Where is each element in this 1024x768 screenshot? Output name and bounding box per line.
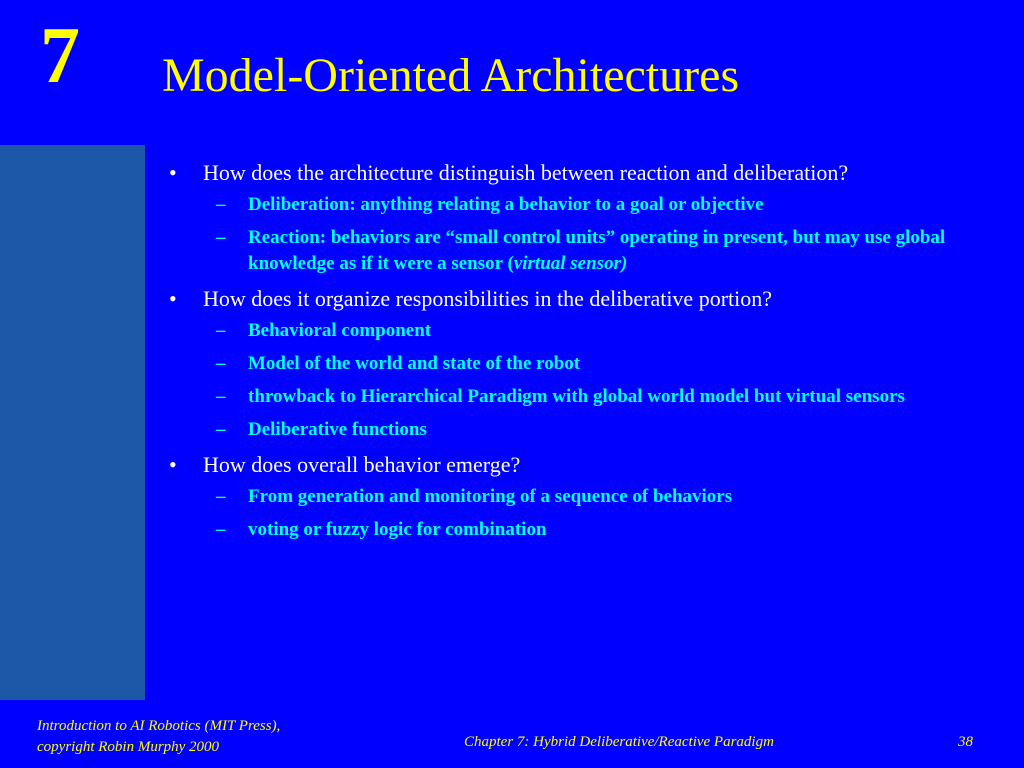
sub-bullet-mark: – [216,486,226,507]
sub-bullet-list [158,318,958,443]
sub-bullet-italic-text: virtual sensor) [513,253,628,274]
sub-bullet-text: throwback to Hierarchical Paradigm with global world model but virtual sensors [248,386,905,407]
slide-title: Model-Oriented Architectures [162,49,740,102]
chapter-number: 7 [40,12,80,100]
page-number: 38 [958,734,973,750]
bullet-mark: • [169,286,177,311]
sub-bullet-item [158,484,958,510]
sub-bullet-item [158,384,958,410]
sub-bullet-text: Model of the world and state of the robot [248,353,581,374]
footer-source [37,716,280,758]
sub-bullet-item [158,225,958,277]
sub-bullet-text: Behavioral component [248,320,432,341]
sub-bullet-item [158,517,958,543]
sub-bullet-item [158,351,958,377]
sub-bullet-mark: – [216,419,226,440]
bullet-mark: • [169,452,177,477]
bullet-text: How does it organize responsibilities in the deliberative portion? [203,286,773,311]
bullet-text: How does overall behavior emerge? [203,452,521,477]
sub-bullet-text: From generation and monitoring of a sequence of behaviors [248,486,733,507]
footer-source-line1: Introduction to AI Robotics (MIT Press), [37,718,281,734]
sub-bullet-text: Reaction: behaviors are “small control units” operating in present, but may use global knowledge as if it were a sensor ( [248,227,946,274]
sub-bullet-list [158,484,958,543]
sub-bullet-item [158,417,958,443]
bullet-mark: • [169,160,177,185]
bullet-list [158,158,958,550]
sub-bullet-text: Deliberative functions [248,419,427,440]
footer-source-line2: copyright Robin Murphy 2000 [37,739,220,755]
sub-bullet-mark: – [216,519,226,540]
sub-bullet-mark: – [216,353,226,374]
sub-bullet-item [158,192,958,218]
sub-bullet-text: Deliberation: anything relating a behavior to a goal or objective [248,194,764,215]
bullet-item [158,158,958,187]
sub-bullet-mark: – [216,194,226,215]
bullet-item [158,284,958,313]
sub-bullet-mark: – [216,320,226,341]
bullet-item [158,450,958,479]
sub-bullet-mark: – [216,386,226,407]
footer-chapter: Chapter 7: Hybrid Deliberative/Reactive Paradigm [464,734,774,750]
sub-bullet-mark: – [216,227,226,248]
bullet-text: How does the architecture distinguish between reaction and deliberation? [203,160,849,185]
sub-bullet-list [158,192,958,277]
sub-bullet-text: voting or fuzzy logic for combination [248,519,547,540]
sub-bullet-item [158,318,958,344]
side-bar [0,145,145,700]
